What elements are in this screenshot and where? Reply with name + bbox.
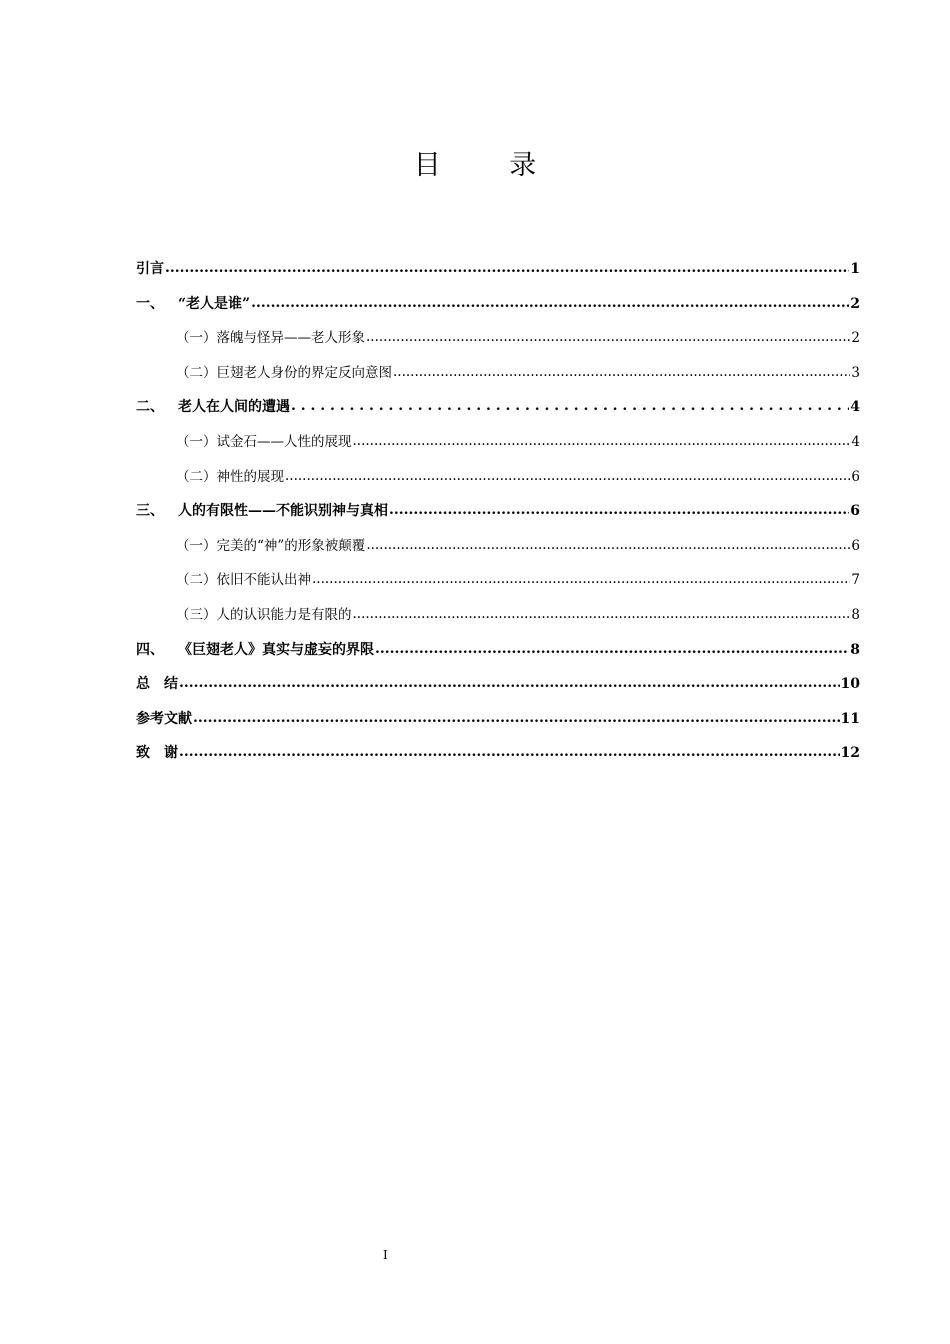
toc-entry-number: 二、: [136, 399, 164, 416]
toc-entry-label: （二）巨翅老人身份的界定反向意图: [176, 364, 392, 381]
toc-entry-page: 10: [840, 676, 860, 693]
toc-dot-leader: [285, 459, 850, 494]
toc-dot-leader: [366, 320, 850, 355]
toc-entry[interactable]: [136, 321, 860, 356]
toc-entry-page: 6: [851, 468, 860, 485]
toc-entry-page: 1: [850, 261, 860, 277]
toc-entry-label: 引言: [136, 261, 164, 277]
toc-entry-label: 致 谢: [136, 745, 178, 762]
toc-entry-page: 4: [851, 433, 860, 450]
toc-dot-leader: [179, 735, 840, 770]
toc-dot-leader: [251, 286, 849, 321]
toc-entry-page: 3: [851, 364, 860, 381]
toc-entry-label: 参考文献: [136, 710, 192, 727]
page-title: 目 录: [413, 150, 567, 181]
toc-entry[interactable]: [136, 356, 860, 391]
toc-entry[interactable]: [136, 425, 860, 460]
toc-entry[interactable]: [136, 390, 860, 425]
toc-entry-page: 8: [851, 606, 860, 623]
toc-dot-leader: [165, 251, 849, 286]
toc-entry-page: 2: [851, 330, 860, 347]
toc-entry-page: 4: [850, 399, 860, 416]
toc-entry-label: （二）依旧不能认出神: [176, 572, 311, 589]
page-number: I: [383, 1248, 388, 1262]
toc-entry-label: （一）完美的“神”的形象被颠覆: [176, 537, 366, 554]
toc-entry-label: （三）人的认识能力是有限的: [176, 606, 352, 623]
toc-entry-label: （二）神性的展现: [176, 468, 284, 485]
toc-entry-page: 12: [840, 745, 860, 762]
toc-dot-leader: [312, 562, 850, 597]
toc-entry[interactable]: [136, 702, 860, 737]
toc-entry[interactable]: [136, 287, 860, 322]
toc-entry-label: 老人在人间的遭遇: [178, 399, 290, 416]
toc-entry-page: 6: [851, 537, 860, 554]
toc-entry-number: 三、: [136, 503, 164, 520]
toc-entry[interactable]: [136, 252, 860, 287]
toc-dot-leader: [353, 597, 851, 632]
toc-entry-page: 7: [851, 572, 860, 589]
table-of-contents: [136, 252, 860, 771]
toc-entry-label: （一）落魄与怪异——老人形象: [176, 330, 365, 347]
toc-entry-page: 8: [850, 641, 860, 658]
toc-dot-leader: [389, 493, 849, 528]
toc-entry[interactable]: [136, 460, 860, 495]
toc-entry-label: “老人是谁”: [178, 295, 251, 312]
toc-dot-leader: [366, 528, 850, 563]
toc-entry-page: 6: [850, 503, 860, 520]
toc-entry-number: 一、: [136, 295, 164, 312]
toc-entry[interactable]: [136, 667, 860, 702]
toc-entry-label: 人的有限性——不能识别神与真相: [178, 503, 388, 520]
toc-entry-number: 四、: [136, 641, 164, 658]
toc-entry[interactable]: [136, 494, 860, 529]
toc-dot-leader: [393, 355, 850, 390]
toc-entry[interactable]: [136, 563, 860, 598]
toc-entry-page: 11: [840, 710, 860, 727]
toc-dot-leader: [193, 701, 840, 736]
toc-entry[interactable]: [136, 598, 860, 633]
toc-dot-leader: [291, 389, 849, 424]
toc-entry[interactable]: [136, 633, 860, 668]
toc-entry-label: 《巨翅老人》真实与虚妄的界限: [178, 641, 374, 658]
toc-entry-label: （一）试金石——人性的展现: [176, 433, 352, 450]
toc-entry[interactable]: [136, 736, 860, 771]
toc-entry-label: 总 结: [136, 676, 178, 693]
toc-entry[interactable]: [136, 529, 860, 564]
toc-dot-leader: [353, 424, 851, 459]
toc-dot-leader: [179, 666, 840, 701]
toc-dot-leader: [375, 632, 849, 667]
toc-entry-page: 2: [850, 295, 860, 312]
